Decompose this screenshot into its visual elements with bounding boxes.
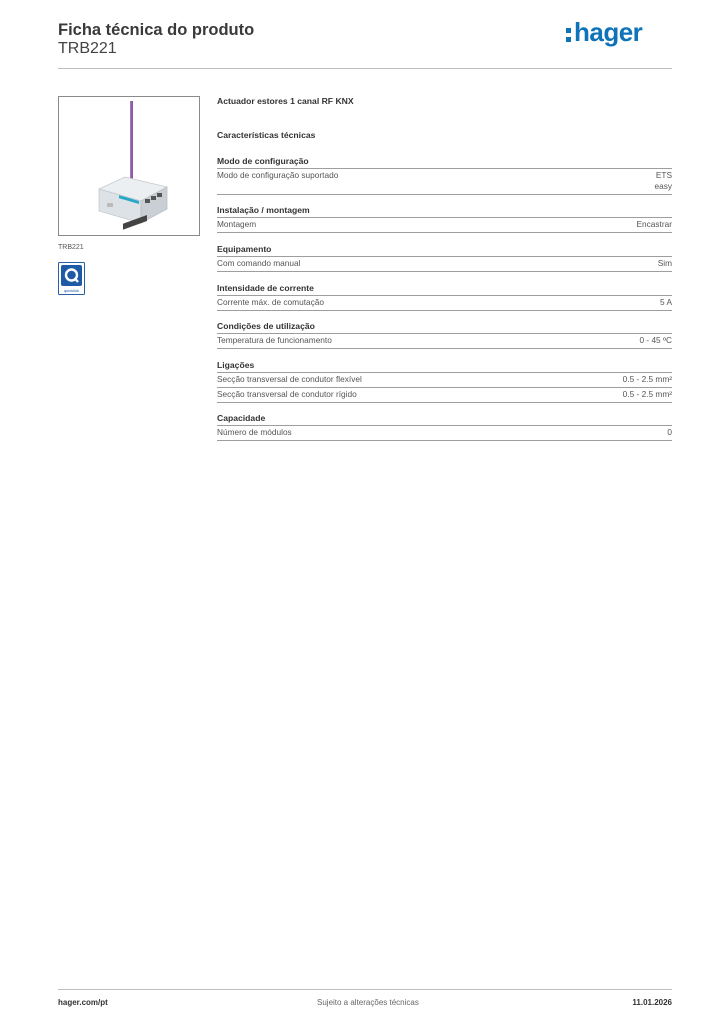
spec-row	[217, 257, 672, 272]
spec-label: Secção transversal de condutor flexível	[217, 374, 362, 384]
spec-label: Número de módulos	[217, 427, 292, 437]
spec-label: Modo de configuração suportado	[217, 170, 339, 180]
spec-group-usage-conditions	[217, 320, 672, 349]
spec-group-title: Capacidade	[217, 412, 672, 426]
spec-row	[217, 388, 672, 403]
spec-value: 0 - 45 ºC	[639, 335, 672, 345]
spec-row	[217, 373, 672, 388]
spec-label: Temperatura de funcionamento	[217, 335, 332, 345]
quicklink-badge-icon	[58, 262, 85, 295]
spec-group-configuration	[217, 155, 672, 195]
spec-row	[217, 169, 672, 195]
spec-group-installation	[217, 204, 672, 233]
spec-row	[217, 218, 672, 233]
spec-group-capacity	[217, 412, 672, 441]
spec-label: Montagem	[217, 219, 257, 229]
spec-row	[217, 296, 672, 311]
footer-website-link[interactable]: hager.com/pt	[58, 998, 108, 1007]
spec-value: ETS easy	[654, 170, 672, 191]
spec-value: Sim	[657, 258, 672, 268]
spec-row	[217, 334, 672, 349]
spec-label: Corrente máx. de comutação	[217, 297, 324, 307]
spec-value: 0.5 - 2.5 mm²	[622, 374, 672, 384]
spec-group-current	[217, 282, 672, 311]
technical-characteristics-heading: Características técnicas	[217, 130, 316, 140]
spec-group-title: Modo de configuração	[217, 155, 672, 169]
product-code: TRB221	[58, 40, 117, 57]
spec-group-connections	[217, 359, 672, 403]
spec-group-title: Intensidade de corrente	[217, 282, 672, 296]
logo-text: hager	[574, 17, 643, 47]
header-divider	[58, 68, 672, 69]
spec-value: 0.5 - 2.5 mm²	[622, 389, 672, 399]
spec-group-title: Ligações	[217, 359, 672, 373]
badge-label: quicklink	[63, 288, 80, 293]
spec-label: Secção transversal de condutor rígido	[217, 389, 357, 399]
page-title: Ficha técnica do produto	[58, 21, 255, 39]
spec-group-title: Condições de utilização	[217, 320, 672, 334]
logo-dots-icon	[566, 24, 573, 44]
footer-note: Sujeito a alterações técnicas	[317, 998, 419, 1007]
spec-row	[217, 426, 672, 441]
rf-actuator-product-image	[59, 97, 199, 235]
spec-group-equipment	[217, 243, 672, 272]
footer-date: 11.01.2026	[632, 998, 672, 1007]
spec-group-title: Equipamento	[217, 243, 672, 257]
product-name: Actuador estores 1 canal RF KNX	[217, 96, 354, 106]
hager-logo[interactable]	[566, 17, 642, 48]
spec-value: 0	[667, 427, 672, 437]
product-image-frame	[58, 96, 200, 236]
spec-group-title: Instalação / montagem	[217, 204, 672, 218]
footer-divider	[58, 989, 672, 990]
spec-value: Encastrar	[636, 219, 672, 229]
spec-label: Com comando manual	[217, 258, 301, 268]
spec-value: 5 A	[660, 297, 672, 307]
image-caption: TRB221	[58, 244, 84, 251]
